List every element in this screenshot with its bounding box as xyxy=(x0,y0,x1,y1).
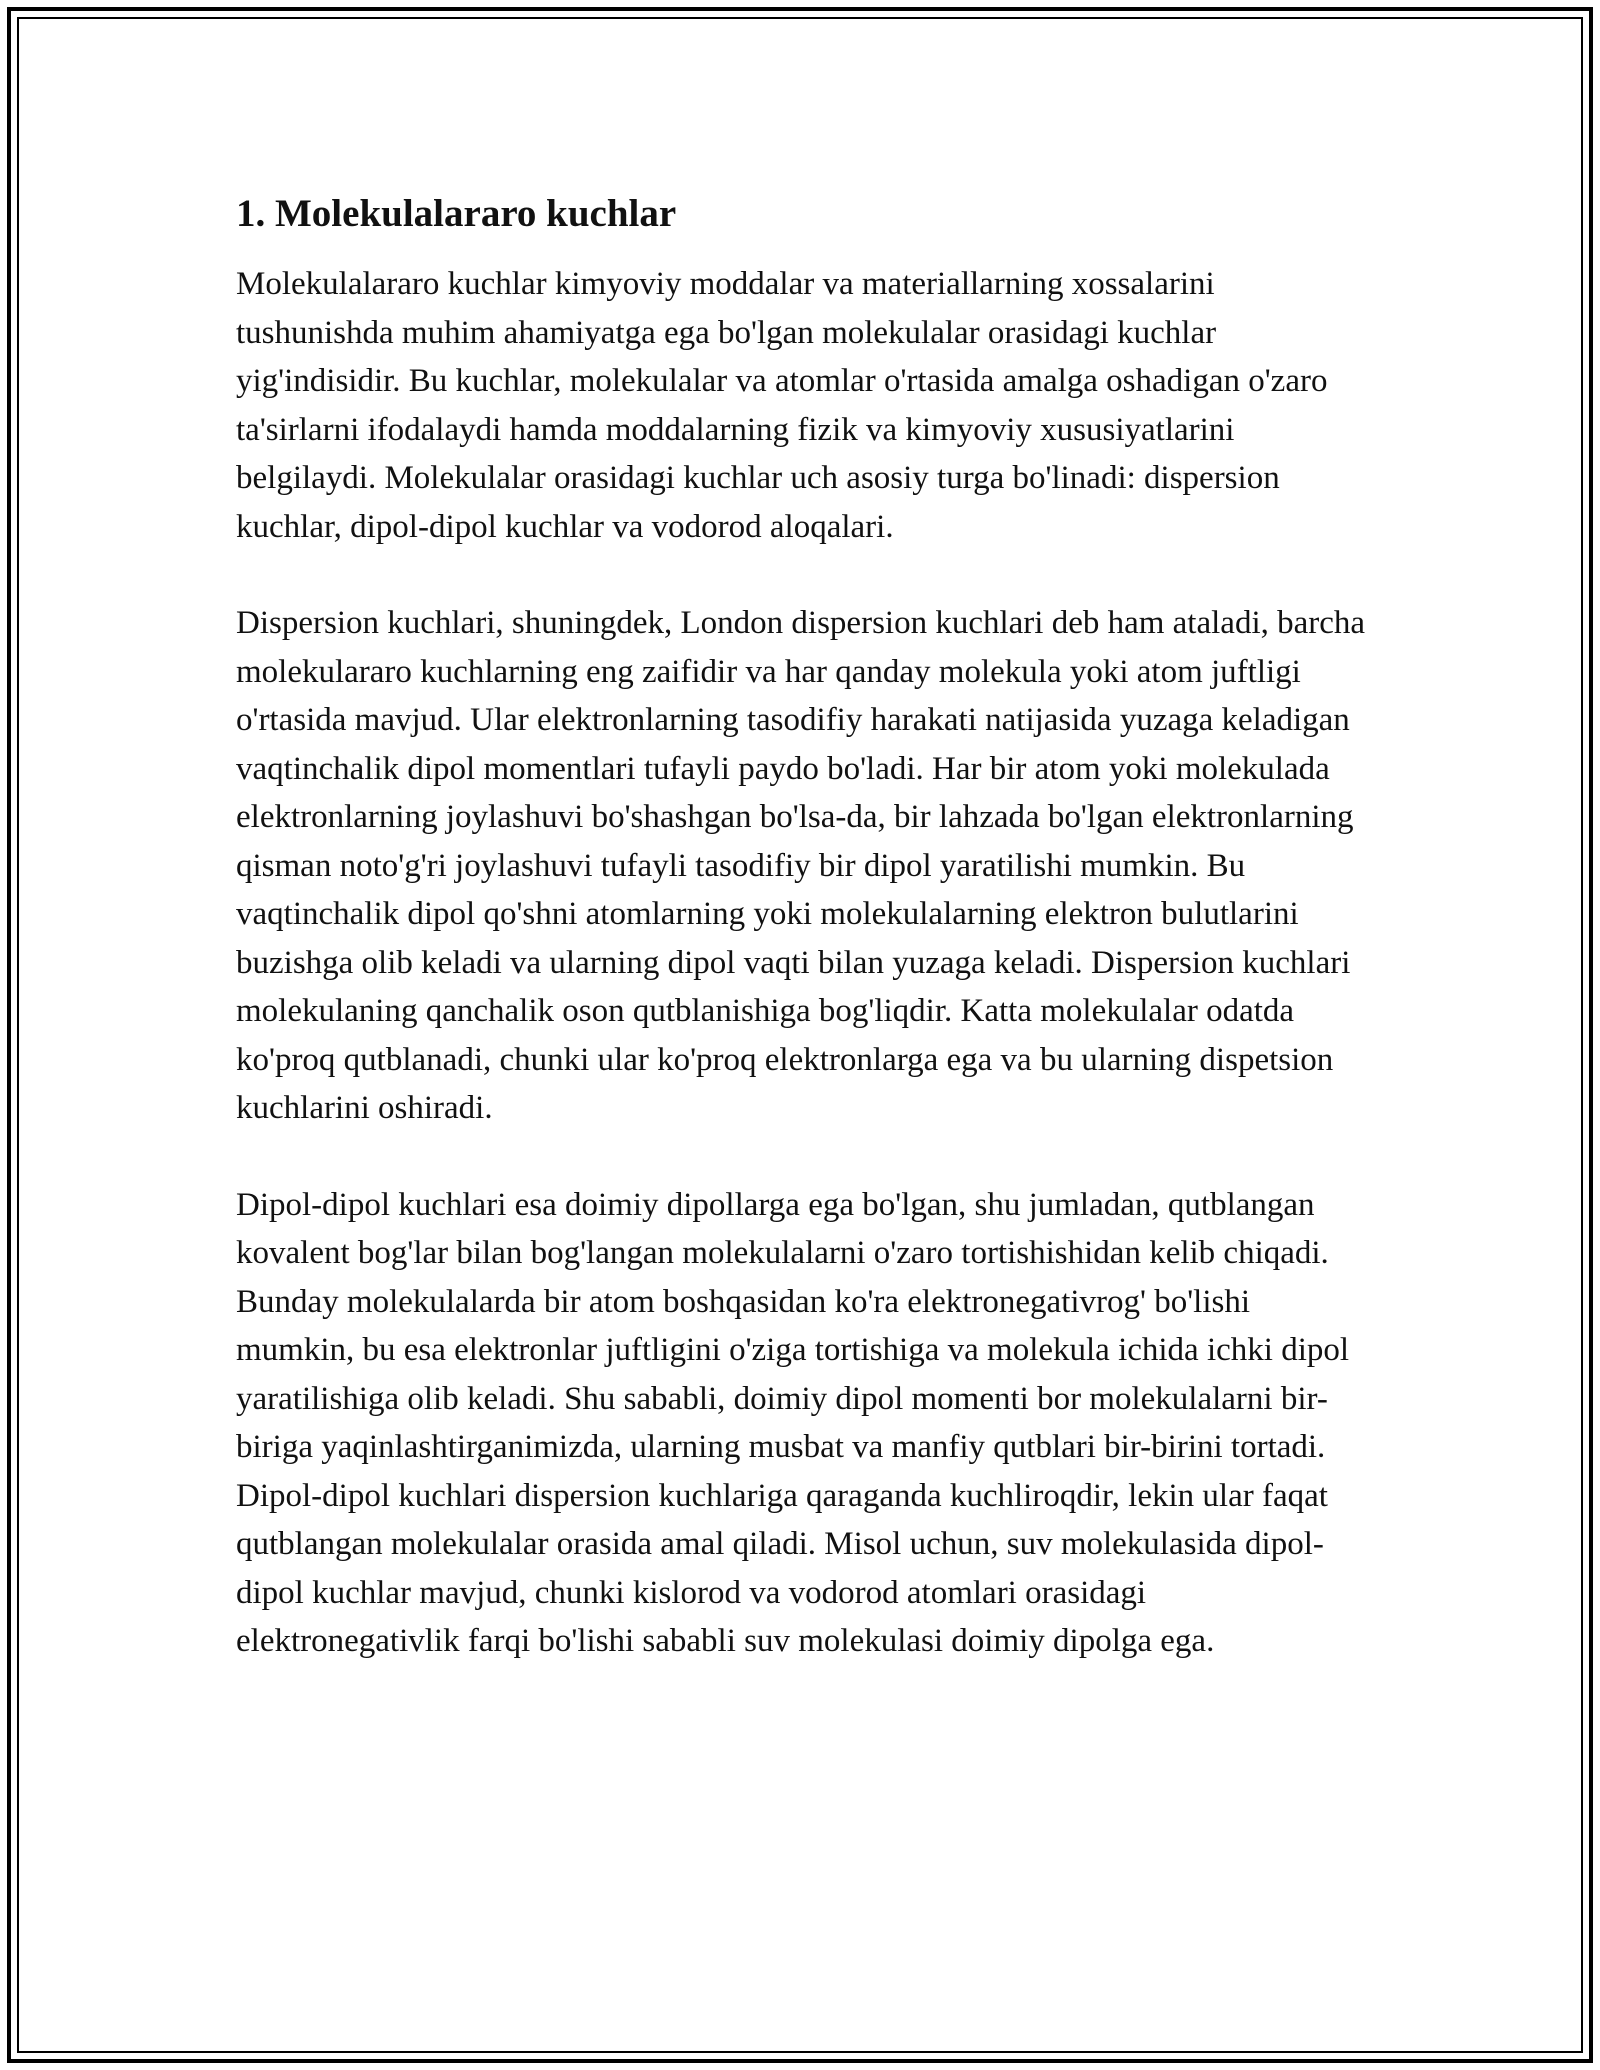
paragraph-dispersion-forces: Dispersion kuchlari, shuningdek, London dispersion kuchlari deb ham ataladi, barcha molekulararo kuchlarning eng zaifidir va har qanday molekula yoki atom juftligi o'rtasida mavjud. Ular elektronlarning tasodifiy harakati natijasida yuzaga keladigan vaqtinchalik dipol momentlari tufayli paydo bo'ladi. Har bir atom yoki molekulada elektronlarning joylashuvi bo'shashgan bo'lsa-da, bir lahzada bo'lgan elektronlarning qisman noto'g'ri joylashuvi tufayli tasodifiy bir dipol yaratilishi mumkin. Bu vaqtinchalik dipol qo'shni atomlarning yoki molekulalarning elektron bulutlarini buzishga olib keladi va ularning dipol vaqti bilan yuzaga keladi. Dispersion kuchlari molekulaning qanchalik oson qutblanishiga bog'liqdir. Katta molekulalar odatda ko'proq qutblanadi, chunki ular ko'proq elektronlarga ega va bu ularning dispetsion kuchlarini oshiradi. xyxy=(236,605,1366,1126)
paragraph-dipole-dipole-forces: Dipol-dipol kuchlari esa doimiy dipollarga ega bo'lgan, shu jumladan, qutblangan kovalent bog'lar bilan bog'langan molekulalarni o'zaro tortishishidan kelib chiqadi. Bunday molekulalarda bir atom boshqasidan ko'ra elektronegativrog' bo'lishi mumkin, bu esa elektronlar juftligini o'ziga tortishiga va molekula ichida ichki dipol yaratilishiga olib keladi. Shu sababli, doimiy dipol momenti bor molekulalarni bir-biriga yaqinlashtirganimizda, ularning musbat va manfiy qutblari bir-birini tortadi. Dipol-dipol kuchlari dispersion kuchlariga qaraganda kuchliroqdir, lekin ular faqat qutblangan molekulalar orasida amal qiladi. Misol uchun, suv molekulasida dipol-dipol kuchlar mavjud, chunki kislorod va vodorod atomlari orasidagi elektronegativlik farqi bo'lishi sababli suv molekulasi doimiy dipolga ega. xyxy=(236,1186,1350,1659)
section-heading: 1. Molekulalararo kuchlar xyxy=(236,192,677,235)
paragraph-intro: Molekulalararo kuchlar kimyoviy moddalar va materiallarning xossalarini tushunishda muhim ahamiyatga ega bo'lgan molekulalar orasidagi kuchlar yig'indisidir. Bu kuchlar, molekulalar va atomlar o'rtasida amalga oshadigan o'zaro ta'sirlarni ifodalaydi hamda moddalarning fizik va kimyoviy xususiyatlarini belgilaydi. Molekulalar orasidagi kuchlar uch asosiy turga bo'linadi: dispersion kuchlar, dipol-dipol kuchlar va vodorod aloqalari. xyxy=(236,266,1328,545)
document-body xyxy=(236,188,1376,1666)
